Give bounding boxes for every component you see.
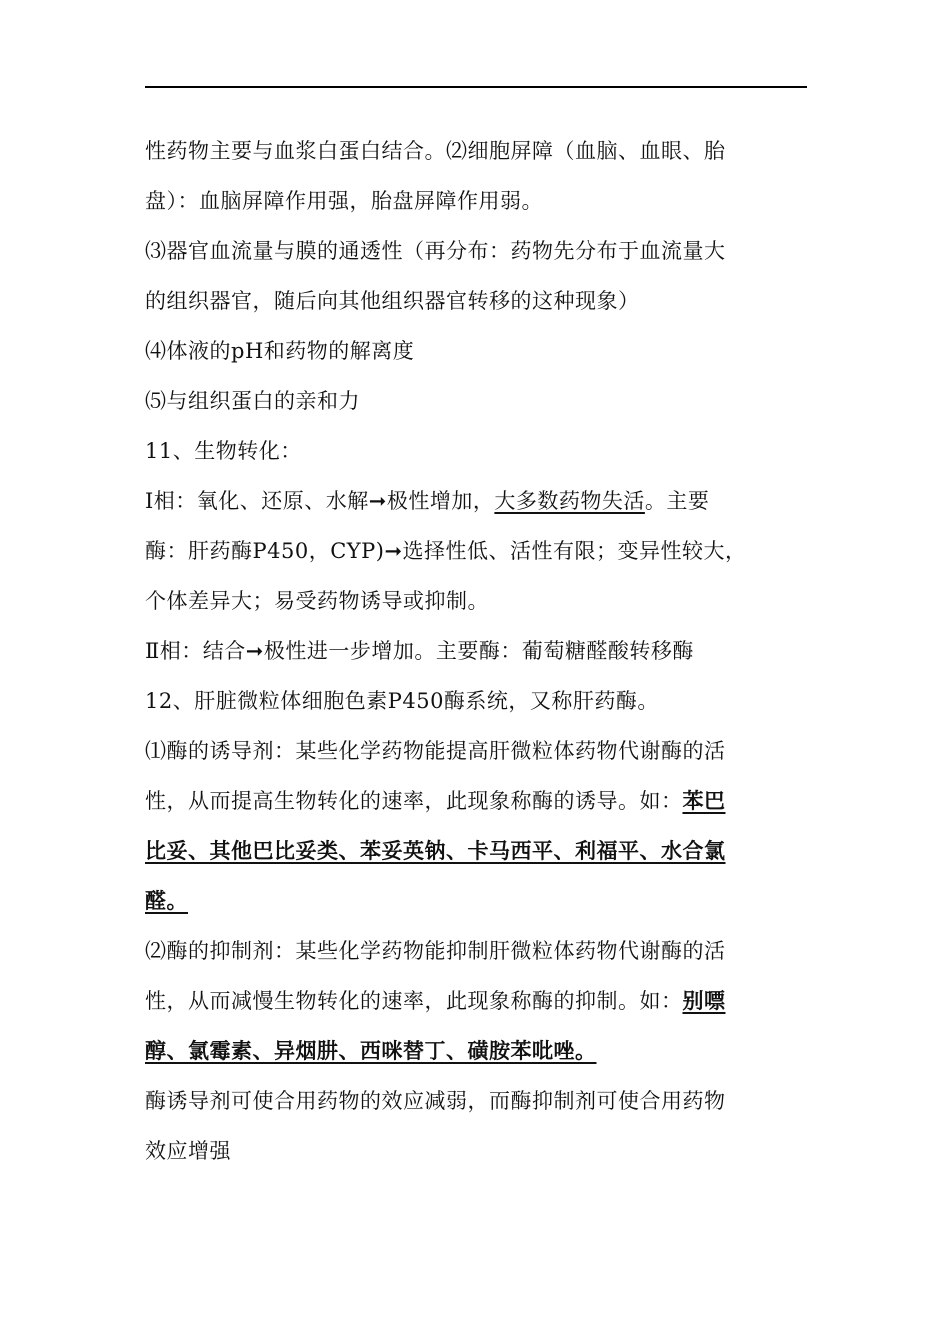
text-line-2 [145,186,807,216]
text-line-4 [145,286,807,316]
text-line-17 [145,936,807,966]
section-heading-11 [145,436,807,466]
text-line-19 [145,1036,807,1066]
text-segment: 11、生物转化： [145,439,302,463]
underlined-text: 大多数药物失活 [494,489,645,513]
text-segment: ⑶器官血流量与膜的通透性（再分布：药物先分布于血流量大 [145,239,726,263]
text-line-16 [145,886,807,916]
text-line-9 [145,536,807,566]
text-segment: ⑵酶的抑制剂：某些化学药物能抑制肝微粒体药物代谢酶的活 [145,939,726,963]
text-segment: 酶：肝药酶P450，CYP)➞选择性低、活性有限；变异性较大， [145,539,747,563]
bold-underlined-text: 苯巴 [682,788,726,813]
text-segment: 的组织器官，随后向其他组织器官转移的这种现象） [145,289,640,313]
text-line-18 [145,986,807,1016]
text-segment: 。主要 [644,489,710,513]
text-line-21 [145,1136,807,1166]
text-line-8 [145,486,807,516]
text-line-14 [145,786,807,816]
section-heading-12 [145,686,807,716]
text-segment: 个体差异大；易受药物诱导或抑制。 [145,589,489,613]
bold-underlined-text: 别嘌 [682,988,726,1013]
text-segment: 性药物主要与血浆白蛋白结合。⑵细胞屏障（血脑、血眼、胎 [145,139,726,163]
text-segment: Ⅰ相：氧化、还原、水解➞极性增加， [145,489,495,513]
text-line-11 [145,636,807,666]
text-line-3 [145,236,807,266]
bold-underlined-text: 醛。 [145,888,188,913]
text-line-1 [145,136,807,166]
text-segment: ⑸与组织蛋白的亲和力 [145,389,360,413]
text-line-15 [145,836,807,866]
text-segment: 性，从而提高生物转化的速率，此现象称酶的诱导。如： [145,789,683,813]
text-segment: 效应增强 [145,1139,231,1163]
text-line-20 [145,1086,807,1116]
text-line-5 [145,336,807,366]
text-segment: 12、肝脏微粒体细胞色素P450酶系统，又称肝药酶。 [145,689,659,713]
text-segment: Ⅱ相：结合➞极性进一步增加。主要酶：葡萄糖醛酸转移酶 [145,639,694,663]
text-segment: 盘）：血脑屏障作用强，胎盘屏障作用弱。 [145,189,543,213]
text-line-6 [145,386,807,416]
header-rule [145,86,807,88]
bold-underlined-text: 比妥、其他巴比妥类、苯妥英钠、卡马西平、利福平、水合氯 [145,838,726,863]
text-segment: 酶诱导剂可使合用药物的效应减弱，而酶抑制剂可使合用药物 [145,1089,726,1113]
bold-underlined-text: 醇、氯霉素、异烟肼、西咪替丁、磺胺苯吡唑。 [145,1038,597,1063]
text-segment: 性，从而减慢生物转化的速率，此现象称酶的抑制。如： [145,989,683,1013]
text-line-10 [145,586,807,616]
text-line-13 [145,736,807,766]
text-segment: ⑷体液的pH和药物的解离度 [145,339,415,363]
text-segment: ⑴酶的诱导剂：某些化学药物能提高肝微粒体药物代谢酶的活 [145,739,726,763]
